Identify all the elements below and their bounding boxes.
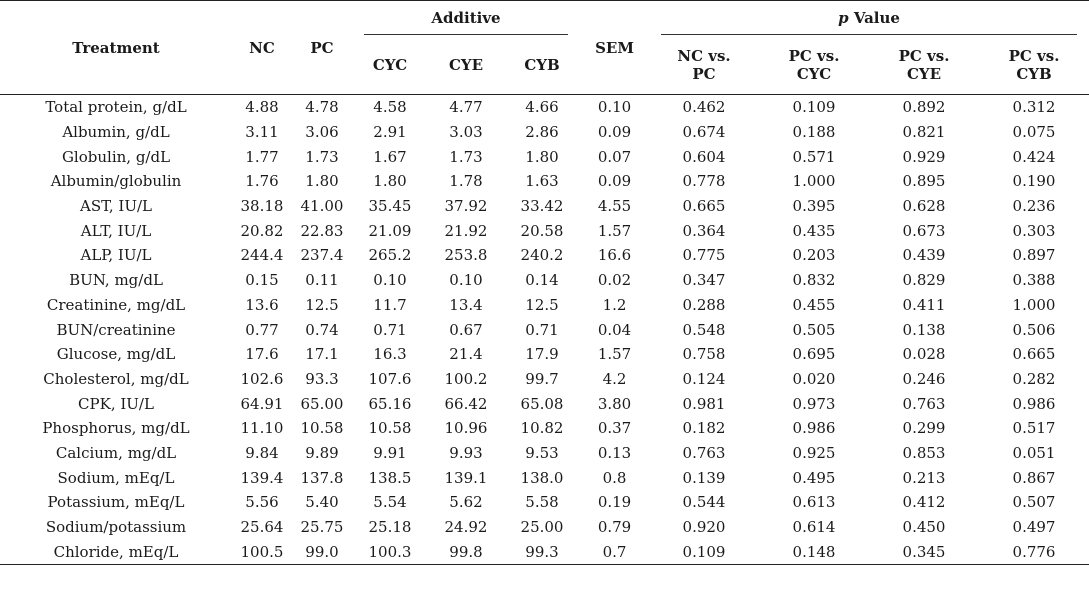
cell-cyc: 0.71: [373, 320, 407, 339]
cell-p-pc-vs-cyb: 0.497: [1012, 518, 1056, 537]
cell-treatment: Cholesterol, mg/dL: [43, 369, 189, 388]
cell-treatment: Chloride, mEq/L: [0, 539, 232, 564]
cell-p-pc-vs-cyc: 1.000: [792, 172, 836, 191]
cell-sem: 4.55: [597, 197, 632, 216]
cell-pc: 93.3: [305, 369, 339, 388]
cell-p-pc-vs-cyc: 0.109: [792, 98, 836, 117]
table-row: [0, 539, 1089, 564]
cell-cyc: 11.7: [373, 295, 407, 314]
cell-nc: 20.82: [240, 221, 284, 240]
cell-treatment: Calcium, mg/dL: [55, 443, 177, 462]
cell-nc: 1.77: [245, 147, 279, 166]
table-row: [0, 317, 1089, 342]
table-row: [0, 95, 1089, 120]
cell-p-nc-vs-pc: 0.665: [682, 197, 726, 216]
header-cyc: CYC: [352, 35, 428, 95]
cell-p-pc-vs-cyb: 0.075: [1012, 123, 1056, 142]
header-treatment: Treatment: [0, 1, 232, 95]
cell-cye: 3.03: [449, 123, 483, 142]
cell-cyb: 0.71: [525, 320, 559, 339]
cell-p-nc-vs-pc: 0.758: [682, 345, 726, 364]
table-header: [0, 1, 1089, 95]
cell-cye: 253.8: [444, 246, 488, 265]
cell-cyc: 10.58: [368, 419, 412, 438]
cell-p-pc-vs-cye: 0.412: [902, 493, 946, 512]
cell-treatment: Albumin, g/dL: [62, 123, 170, 142]
cell-cyb: 33.42: [520, 197, 564, 216]
table-row: [0, 515, 1089, 540]
cell-p-pc-vs-cye: 0.628: [902, 197, 946, 216]
cell-cyc: 35.45: [368, 197, 412, 216]
cell-p-pc-vs-cye: 0.892: [902, 98, 946, 117]
cell-p-pc-vs-cyc: 0.148: [759, 539, 869, 564]
cell-p-pc-vs-cyb: 0.517: [1012, 419, 1056, 438]
header-cye: CYE: [428, 35, 504, 95]
table-row: [0, 169, 1089, 194]
cell-p-pc-vs-cyc: 0.695: [792, 345, 836, 364]
cell-p-nc-vs-pc: 0.763: [682, 443, 726, 462]
cell-pc: 17.1: [305, 345, 339, 364]
cell-cyc: 1.80: [373, 172, 407, 191]
cell-cye: 5.62: [449, 493, 483, 512]
cell-nc: 0.15: [245, 271, 279, 290]
cell-cyb: 20.58: [520, 221, 564, 240]
cell-cyb: 1.63: [525, 172, 559, 191]
cell-sem: 0.09: [597, 123, 632, 142]
cell-sem: 0.09: [597, 172, 632, 191]
cell-p-nc-vs-pc: 0.544: [682, 493, 726, 512]
cell-nc: 13.6: [245, 295, 279, 314]
cell-sem: 0.10: [597, 98, 632, 117]
cell-p-pc-vs-cyb: 0.776: [979, 539, 1089, 564]
cell-cyb: 10.82: [520, 419, 564, 438]
cell-pc: 1.73: [305, 147, 339, 166]
cell-nc: 0.77: [245, 320, 279, 339]
cell-cyc: 21.09: [368, 221, 412, 240]
cell-p-pc-vs-cyb: 0.190: [1012, 172, 1056, 191]
cell-treatment: BUN/creatinine: [56, 320, 176, 339]
cell-p-pc-vs-cyc: 0.020: [792, 369, 836, 388]
cell-p-nc-vs-pc: 0.124: [682, 369, 726, 388]
cell-sem: 16.6: [597, 246, 632, 265]
cell-p-pc-vs-cye: 0.246: [902, 369, 946, 388]
cell-p-pc-vs-cyb: 0.051: [1012, 443, 1056, 462]
cell-p-pc-vs-cye: 0.439: [902, 246, 946, 265]
cell-p-pc-vs-cyc: 0.614: [792, 518, 836, 537]
cell-p-pc-vs-cyc: 0.832: [792, 271, 836, 290]
cell-treatment: Sodium, mEq/L: [57, 468, 175, 487]
cell-p-pc-vs-cyc: 0.986: [792, 419, 836, 438]
cell-p-pc-vs-cyc: 0.455: [792, 295, 836, 314]
cell-cyb: 99.3: [504, 539, 580, 564]
cell-pc: 65.00: [300, 394, 344, 413]
cell-cye: 21.92: [444, 221, 488, 240]
cell-sem: 1.57: [597, 221, 632, 240]
cell-nc: 5.56: [245, 493, 279, 512]
cell-cye: 13.4: [449, 295, 483, 314]
cell-nc: 139.4: [240, 468, 284, 487]
cell-sem: 0.07: [597, 147, 632, 166]
cell-p-pc-vs-cyb: 1.000: [1012, 295, 1056, 314]
cell-cyc: 107.6: [368, 369, 412, 388]
cell-cyb: 17.9: [525, 345, 559, 364]
cell-p-nc-vs-pc: 0.778: [682, 172, 726, 191]
cell-sem: 1.57: [597, 345, 632, 364]
table-row: [0, 218, 1089, 243]
cell-pc: 237.4: [300, 246, 344, 265]
cell-sem: 0.37: [597, 419, 632, 438]
cell-pc: 4.78: [305, 98, 339, 117]
cell-treatment: Creatinine, mg/dL: [46, 295, 186, 314]
cell-p-pc-vs-cyc: 0.505: [792, 320, 836, 339]
cell-cye: 10.96: [444, 419, 488, 438]
cell-p-pc-vs-cyc: 0.925: [792, 443, 836, 462]
cell-p-nc-vs-pc: 0.462: [682, 98, 726, 117]
cell-cyc: 265.2: [368, 246, 412, 265]
cell-nc: 38.18: [240, 197, 284, 216]
cell-pc: 12.5: [305, 295, 339, 314]
cell-cyc: 1.67: [373, 147, 407, 166]
header-pc: PC: [292, 1, 352, 95]
header-nc-vs-pc: NC vs. PC: [649, 35, 759, 95]
table-row: [0, 416, 1089, 441]
cell-treatment: AST, IU/L: [79, 197, 153, 216]
cell-p-pc-vs-cyc: 0.435: [792, 221, 836, 240]
header-pc-vs-cyc: PC vs. CYC: [759, 35, 869, 95]
cell-p-pc-vs-cye: 0.929: [902, 147, 946, 166]
cell-p-pc-vs-cyb: 0.236: [1012, 197, 1056, 216]
cell-p-pc-vs-cyc: 0.973: [792, 394, 836, 413]
p-value-word: Value: [853, 9, 900, 27]
cell-p-nc-vs-pc: 0.139: [682, 468, 726, 487]
cell-pc: 10.58: [300, 419, 344, 438]
cell-cyc: 5.54: [373, 493, 407, 512]
cell-p-pc-vs-cye: 0.411: [902, 295, 946, 314]
cell-cye: 37.92: [444, 197, 488, 216]
header-additive-group: Additive: [352, 1, 580, 36]
cell-p-pc-vs-cye: 0.853: [902, 443, 946, 462]
cell-p-pc-vs-cyb: 0.897: [1012, 246, 1056, 265]
cell-sem: 0.79: [597, 518, 632, 537]
p-symbol: p: [838, 9, 849, 27]
cell-p-pc-vs-cyc: 0.395: [792, 197, 836, 216]
cell-pc: 9.89: [305, 443, 339, 462]
cell-p-pc-vs-cyb: 0.506: [1012, 320, 1056, 339]
cell-p-pc-vs-cyb: 0.388: [1012, 271, 1056, 290]
cell-p-pc-vs-cye: 0.821: [902, 123, 946, 142]
cell-sem: 0.02: [597, 271, 632, 290]
cell-nc: 25.64: [240, 518, 284, 537]
cell-sem: 1.2: [602, 295, 627, 314]
cell-p-pc-vs-cyb: 0.282: [1012, 369, 1056, 388]
cell-pc: 1.80: [305, 172, 339, 191]
cell-sem: 0.13: [597, 443, 632, 462]
cell-cye: 24.92: [444, 518, 488, 537]
cell-treatment: BUN, mg/dL: [69, 271, 163, 290]
table-row: [0, 441, 1089, 466]
table-row: [0, 367, 1089, 392]
cell-pc: 5.40: [305, 493, 339, 512]
table-row: [0, 391, 1089, 416]
cell-p-pc-vs-cye: 0.763: [902, 394, 946, 413]
cell-cye: 0.67: [449, 320, 483, 339]
table-row: [0, 490, 1089, 515]
cell-treatment: Sodium/potassium: [45, 518, 187, 537]
table-row: [0, 293, 1089, 318]
cell-nc: 102.6: [240, 369, 284, 388]
cell-p-pc-vs-cyb: 0.303: [1012, 221, 1056, 240]
cell-cyb: 4.66: [525, 98, 559, 117]
cell-treatment: Phosphorus, mg/dL: [42, 419, 190, 438]
cell-p-nc-vs-pc: 0.920: [682, 518, 726, 537]
cell-p-nc-vs-pc: 0.288: [682, 295, 726, 314]
cell-p-pc-vs-cyb: 0.867: [1012, 468, 1056, 487]
cell-cyb: 9.53: [525, 443, 559, 462]
cell-cyb: 12.5: [525, 295, 559, 314]
cell-cyb: 65.08: [520, 394, 564, 413]
cell-sem: 0.04: [597, 320, 632, 339]
cell-p-nc-vs-pc: 0.182: [682, 419, 726, 438]
cell-p-pc-vs-cye: 0.028: [902, 345, 946, 364]
cell-cyb: 99.7: [525, 369, 559, 388]
cell-p-pc-vs-cye: 0.829: [902, 271, 946, 290]
cell-cyc: 9.91: [373, 443, 407, 462]
cell-cyb: 2.86: [525, 123, 559, 142]
cell-sem: 3.80: [597, 394, 632, 413]
header-sem: SEM: [580, 1, 649, 95]
cell-nc: 244.4: [240, 246, 284, 265]
header-pc-vs-cye: PC vs. CYE: [869, 35, 979, 95]
cell-p-nc-vs-pc: 0.981: [682, 394, 726, 413]
header-pc-vs-cyb: PC vs. CYB: [979, 35, 1089, 95]
cell-treatment: Total protein, g/dL: [45, 98, 187, 117]
cell-p-nc-vs-pc: 0.674: [682, 123, 726, 142]
cell-cyc: 2.91: [373, 123, 407, 142]
cell-pc: 137.8: [300, 468, 344, 487]
cell-p-nc-vs-pc: 0.347: [682, 271, 726, 290]
cell-cye: 9.93: [449, 443, 483, 462]
cell-nc: 17.6: [245, 345, 279, 364]
table-row: [0, 342, 1089, 367]
cell-treatment: ALP, IU/L: [80, 246, 152, 265]
cell-cyb: 5.58: [525, 493, 559, 512]
cell-cyb: 1.80: [525, 147, 559, 166]
cell-nc: 9.84: [245, 443, 279, 462]
cell-pc: 3.06: [305, 123, 339, 142]
cell-nc: 3.11: [245, 123, 279, 142]
cell-sem: 0.19: [597, 493, 632, 512]
cell-nc: 100.5: [232, 539, 292, 564]
cell-p-pc-vs-cye: 0.213: [902, 468, 946, 487]
cell-p-pc-vs-cye: 0.138: [902, 320, 946, 339]
cell-p-pc-vs-cye: 0.895: [902, 172, 946, 191]
cell-treatment: CPK, IU/L: [78, 394, 154, 413]
cell-nc: 11.10: [240, 419, 284, 438]
cell-cye: 0.10: [449, 271, 483, 290]
cell-p-pc-vs-cyc: 0.188: [792, 123, 836, 142]
table-row: [0, 144, 1089, 169]
cell-cyb: 138.0: [520, 468, 564, 487]
cell-nc: 1.76: [245, 172, 279, 191]
header-p-value-group: [649, 1, 1089, 36]
cell-sem: 0.8: [602, 468, 627, 487]
cell-p-nc-vs-pc: 0.109: [649, 539, 759, 564]
cell-nc: 4.88: [245, 98, 279, 117]
table-body: [0, 95, 1089, 565]
cell-p-pc-vs-cye: 0.345: [869, 539, 979, 564]
cell-p-pc-vs-cyc: 0.495: [792, 468, 836, 487]
cell-cye: 1.73: [449, 147, 483, 166]
cell-pc: 41.00: [300, 197, 344, 216]
cell-cye: 1.78: [449, 172, 483, 191]
cell-treatment: Globulin, g/dL: [61, 147, 171, 166]
table-row: [0, 465, 1089, 490]
cell-cye: 139.1: [444, 468, 488, 487]
table-row: [0, 194, 1089, 219]
cell-p-pc-vs-cyb: 0.986: [1012, 394, 1056, 413]
table-row: [0, 243, 1089, 268]
cell-sem: 0.7: [580, 539, 649, 564]
header-cyb: CYB: [504, 35, 580, 95]
cell-cyb: 240.2: [520, 246, 564, 265]
cell-p-nc-vs-pc: 0.548: [682, 320, 726, 339]
cell-cye: 21.4: [449, 345, 483, 364]
cell-cyb: 0.14: [525, 271, 559, 290]
cell-p-pc-vs-cyc: 0.613: [792, 493, 836, 512]
cell-pc: 25.75: [300, 518, 344, 537]
cell-p-pc-vs-cye: 0.673: [902, 221, 946, 240]
cell-p-pc-vs-cye: 0.299: [902, 419, 946, 438]
cell-treatment: Glucose, mg/dL: [56, 345, 176, 364]
cell-p-pc-vs-cyb: 0.665: [1012, 345, 1056, 364]
cell-pc: 99.0: [292, 539, 352, 564]
cell-cyc: 4.58: [373, 98, 407, 117]
cell-cye: 66.42: [444, 394, 488, 413]
cell-p-nc-vs-pc: 0.364: [682, 221, 726, 240]
cell-p-pc-vs-cyb: 0.312: [1012, 98, 1056, 117]
cell-cyc: 16.3: [373, 345, 407, 364]
cell-treatment: ALT, IU/L: [80, 221, 152, 240]
cell-cye: 4.77: [449, 98, 483, 117]
cell-p-nc-vs-pc: 0.775: [682, 246, 726, 265]
cell-p-pc-vs-cyb: 0.424: [1012, 147, 1056, 166]
table-row: [0, 268, 1089, 293]
cell-p-pc-vs-cye: 0.450: [902, 518, 946, 537]
cell-p-pc-vs-cyc: 0.203: [792, 246, 836, 265]
cell-cye: 99.8: [428, 539, 504, 564]
cell-cyc: 65.16: [368, 394, 412, 413]
cell-cyc: 25.18: [368, 518, 412, 537]
cell-treatment: Potassium, mEq/L: [47, 493, 185, 512]
cell-cyc: 100.3: [352, 539, 428, 564]
cell-p-pc-vs-cyc: 0.571: [792, 147, 836, 166]
cell-cyc: 0.10: [373, 271, 407, 290]
cell-pc: 0.11: [305, 271, 339, 290]
table-row: [0, 120, 1089, 145]
header-nc: NC: [232, 1, 292, 95]
cell-pc: 22.83: [300, 221, 344, 240]
cell-cyb: 25.00: [520, 518, 564, 537]
cell-p-nc-vs-pc: 0.604: [682, 147, 726, 166]
cell-cyc: 138.5: [368, 468, 412, 487]
cell-treatment: Albumin/globulin: [50, 172, 182, 191]
cell-sem: 4.2: [602, 369, 627, 388]
cell-pc: 0.74: [305, 320, 339, 339]
cell-p-pc-vs-cyb: 0.507: [1012, 493, 1056, 512]
cell-cye: 100.2: [444, 369, 488, 388]
cell-nc: 64.91: [240, 394, 284, 413]
